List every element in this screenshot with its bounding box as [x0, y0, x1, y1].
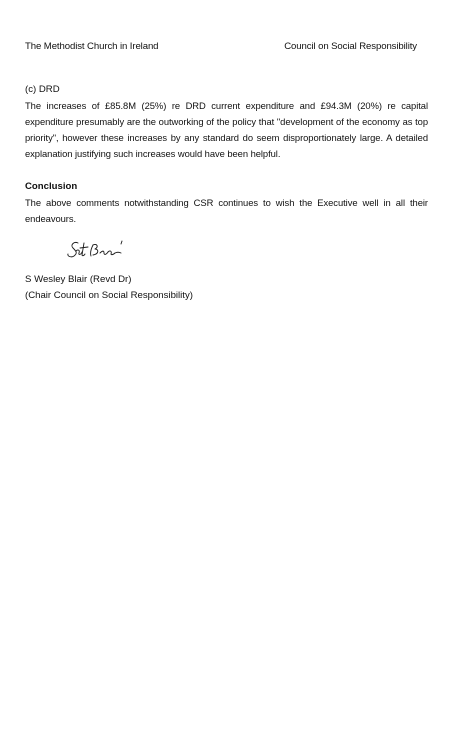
drd-paragraph: The increases of £85.8M (25%) re DRD current expenditure and £94.3M (20%) re capital expenditure presumably are the outworking of the policy that "development of the economy as top priority", however these increases by any standard do seem disproportionately large. A detailed explanation justifying such increases would have been helpful. [25, 100, 428, 159]
signature-icon [60, 237, 130, 263]
signatory-role: (Chair Council on Social Responsibility) [25, 290, 193, 301]
signatory-name: S Wesley Blair (Revd Dr) [25, 274, 132, 285]
header-organization: The Methodist Church in Ireland [25, 41, 159, 52]
conclusion-heading: Conclusion [25, 181, 78, 192]
header-council: Council on Social Responsibility [284, 41, 417, 52]
conclusion-paragraph: The above comments notwithstanding CSR continues to wish the Executive well in all their endeavours. [25, 197, 428, 224]
section-label-drd: (c) DRD [25, 84, 60, 95]
